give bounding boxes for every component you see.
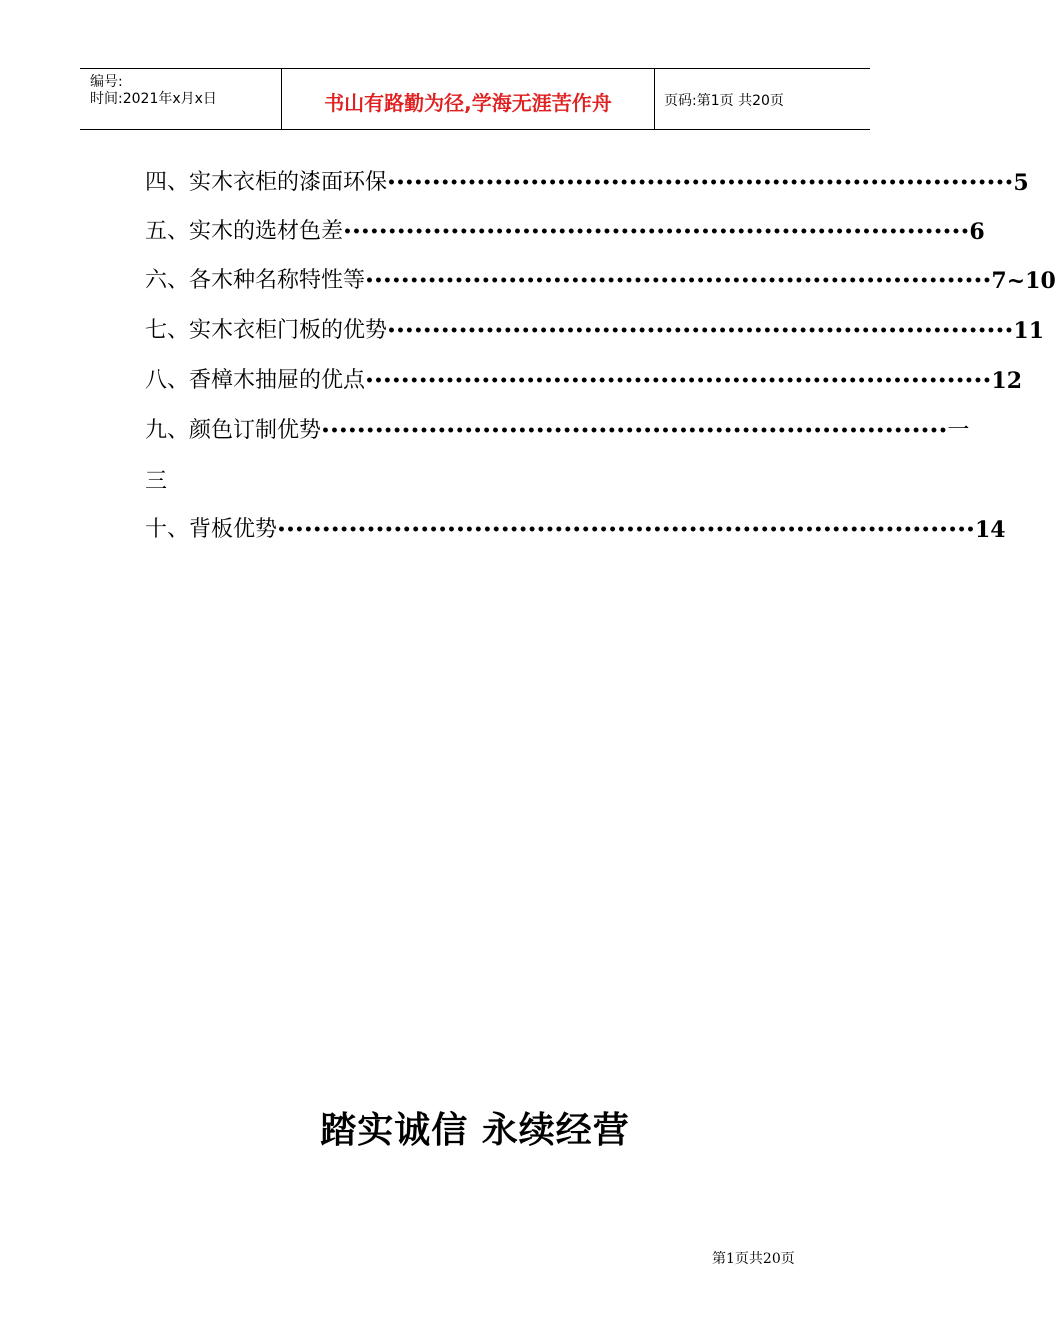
toc-entry xyxy=(145,414,970,444)
header-page-cell xyxy=(654,69,870,129)
company-slogan: 踏实诚信 永续经营 xyxy=(320,1109,630,1151)
toc-entry-page: 12 xyxy=(991,368,1023,394)
toc-leader-dots: •••••••••••••••••••••••••••••••••••••••••••••••••••••••••••••••••••••• xyxy=(365,373,992,389)
toc-entry-title: 十、背板优势 xyxy=(145,517,278,542)
header-motto-cell xyxy=(281,69,655,129)
document-header xyxy=(80,68,870,130)
header-motto: 书山有路勤为径,学海无涯苦作舟 xyxy=(324,91,612,115)
header-info-cell xyxy=(80,69,281,129)
toc-entry xyxy=(145,166,1029,196)
page-footer: 第1页共20页 xyxy=(712,1251,795,1267)
toc-entry-page: 14 xyxy=(974,517,1006,543)
toc-entry-title: 九、颜色订制优势 xyxy=(145,418,322,443)
document-number-label: 编号: xyxy=(90,74,123,90)
toc-leader-dots: •••••••••••••••••••••••••••••••••••••••••••••••••••••••••••••••••••••• xyxy=(321,423,948,439)
toc-entry-title: 七、实木衣柜门板的优势 xyxy=(145,318,388,343)
header-page-info: 页码:第1页 共20页 xyxy=(664,93,784,109)
toc-entry-title: 四、实木衣柜的漆面环保 xyxy=(145,170,388,195)
toc-entry-page: 5 xyxy=(1013,170,1029,196)
document-time-label: 时间:2021年x月x日 xyxy=(90,91,217,107)
toc-leader-dots: •••••••••••••••••••••••••••••••••••••••••••••••••••••••••••••••••••••• xyxy=(387,323,1014,339)
toc-entry xyxy=(145,513,1006,543)
toc-leader-dots: •••••••••••••••••••••••••••••••••••••••••••••••••••••••••••••••••••••• xyxy=(365,273,992,289)
toc-entry-wrap: 三 xyxy=(145,469,168,494)
toc-entry xyxy=(145,215,985,245)
toc-entry-title: 五、实木的选材色差 xyxy=(145,219,344,244)
toc-entry-page: 6 xyxy=(969,219,985,245)
toc-entry-page: 一 xyxy=(947,418,970,443)
toc-leader-dots: •••••••••••••••••••••••••••••••••••••••••••••••••••••••••••••••••••••••••••••• xyxy=(277,522,975,538)
toc-entry xyxy=(145,264,1056,294)
toc-leader-dots: •••••••••••••••••••••••••••••••••••••••••••••••••••••••••••••••••••••• xyxy=(387,175,1014,191)
toc-entry xyxy=(145,314,1045,344)
toc-entry xyxy=(145,364,1023,394)
toc-entry-page: 7~10 xyxy=(991,268,1056,294)
toc-entry-title: 六、各木种名称特性等 xyxy=(145,268,366,293)
toc-leader-dots: •••••••••••••••••••••••••••••••••••••••••••••••••••••••••••••••••••••• xyxy=(343,224,970,240)
toc-entry-title: 八、香樟木抽屉的优点 xyxy=(145,368,366,393)
toc-entry-page: 11 xyxy=(1013,318,1045,344)
